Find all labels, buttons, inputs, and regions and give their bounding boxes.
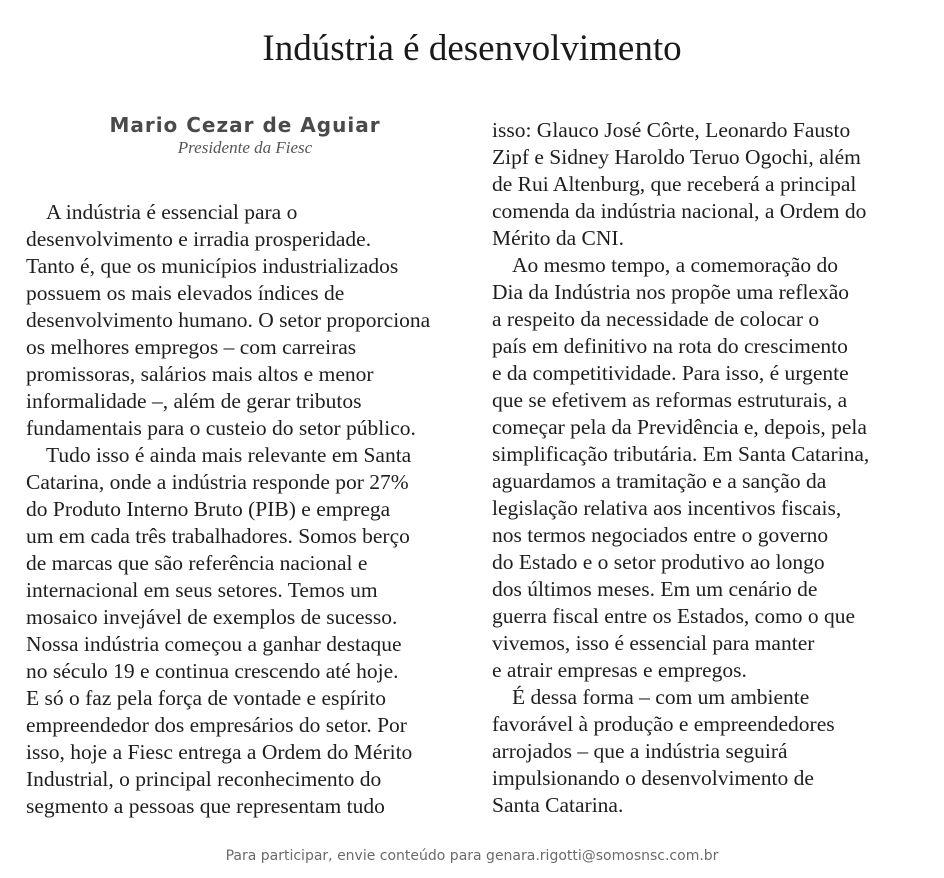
text-line: legislação relativa aos incentivos fiscais, <box>492 496 842 520</box>
text-line: no século 19 e continua crescendo até hoje. <box>26 659 399 683</box>
text-line: Tudo isso é ainda mais relevante em Santa <box>46 443 412 467</box>
text-line: internacional em seus setores. Temos um <box>26 578 378 602</box>
text-line: informalidade –, além de gerar tributos <box>26 389 362 413</box>
text-line: Mérito da CNI. <box>492 226 624 250</box>
text-line: país em definitivo na rota do crescimento <box>492 334 848 358</box>
text-line: fundamentais para o custeio do setor público. <box>26 416 416 440</box>
text-line: de marcas que são referência nacional e <box>26 551 368 575</box>
text-line: dos últimos meses. Em um cenário de <box>492 577 818 601</box>
text-line: E só o faz pela força de vontade e espírito <box>26 686 386 710</box>
text-line: segmento a pessoas que representam tudo <box>26 794 385 818</box>
text-line: que se efetivem as reformas estruturais, a <box>492 388 848 412</box>
text-line: favorável à produção e empreendedores <box>492 712 835 736</box>
footer-contact: Para participar, envie conteúdo para genara.rigotti@somosnsc.com.br <box>225 848 719 864</box>
text-line: Nossa indústria começou a ganhar destaque <box>26 632 402 656</box>
text-line: comenda da indústria nacional, a Ordem do <box>492 199 867 223</box>
text-line: vivemos, isso é essencial para manter <box>492 631 815 655</box>
text-line: empreendedor dos empresários do setor. Por <box>26 713 407 737</box>
text-line: do Estado e o setor produtivo ao longo <box>492 550 825 574</box>
text-line: Zipf e Sidney Haroldo Teruo Ogochi, além <box>492 145 861 169</box>
text-line: e da competitividade. Para isso, é urgente <box>492 361 849 385</box>
author-name: Mario Cezar de Aguiar <box>109 113 381 137</box>
text-line: Dia da Indústria nos propõe uma reflexão <box>492 280 850 304</box>
text-line: aguardamos a tramitação e a sanção da <box>492 469 827 493</box>
text-line: arrojados – que a indústria seguirá <box>492 739 788 763</box>
article-column-left <box>26 199 466 820</box>
text-line: Santa Catarina. <box>492 793 624 817</box>
text-line: a respeito da necessidade de colocar o <box>492 307 820 331</box>
text-line: A indústria é essencial para o <box>46 200 298 224</box>
author-role: Presidente da Fiesc <box>177 138 313 157</box>
text-line: de Rui Altenburg, que receberá a principal <box>492 172 857 196</box>
text-line: possuem os mais elevados índices de <box>26 281 345 305</box>
text-line: impulsionando o desenvolvimento de <box>492 766 814 790</box>
text-line: Industrial, o principal reconhecimento do <box>26 767 382 791</box>
text-line: simplificação tributária. Em Santa Catarina, <box>492 442 870 466</box>
text-line: Catarina, onde a indústria responde por 27% <box>26 470 409 494</box>
text-line: isso, hoje a Fiesc entrega a Ordem do Mérito <box>26 740 413 764</box>
text-line: desenvolvimento humano. O setor proporciona <box>26 308 431 332</box>
text-line: guerra fiscal entre os Estados, como o que <box>492 604 855 628</box>
article-headline: Indústria é desenvolvimento <box>262 28 682 69</box>
text-line: começar pela da Previdência e, depois, pela <box>492 415 867 439</box>
text-line: do Produto Interno Bruto (PIB) e emprega <box>26 497 391 521</box>
text-line: os melhores empregos – com carreiras <box>26 335 357 359</box>
text-line: promissoras, salários mais altos e menor <box>26 362 374 386</box>
text-line: isso: Glauco José Côrte, Leonardo Fausto <box>492 118 851 142</box>
text-line: nos termos negociados entre o governo <box>492 523 829 547</box>
text-line: mosaico invejável de exemplos de sucesso. <box>26 605 398 629</box>
text-line: um em cada três trabalhadores. Somos berço <box>26 524 410 548</box>
text-line: e atrair empresas e empregos. <box>492 658 747 682</box>
article-column-right <box>492 117 930 819</box>
text-line: Tanto é, que os municípios industrializados <box>26 254 399 278</box>
author-block <box>26 112 464 158</box>
text-line: Ao mesmo tempo, a comemoração do <box>512 253 838 277</box>
text-line: É dessa forma – com um ambiente <box>512 685 810 709</box>
text-line: desenvolvimento e irradia prosperidade. <box>26 227 372 251</box>
